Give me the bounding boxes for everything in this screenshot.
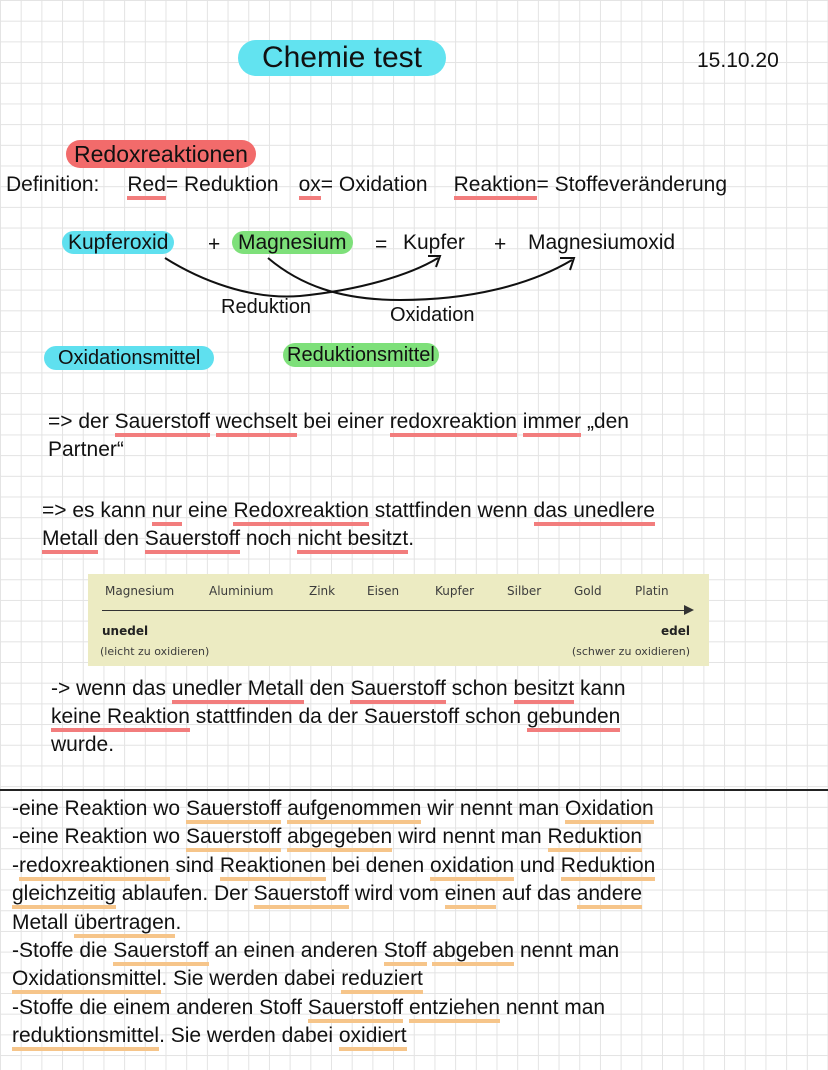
metal-eisen: Eisen	[367, 584, 400, 598]
oxidation-label: Oxidation	[390, 304, 475, 326]
paragraph-oxygen-partner	[48, 408, 629, 464]
unedel-sub: (leicht zu oxidieren)	[100, 645, 210, 658]
edel-label: edel	[661, 624, 690, 638]
definition-label: Definition:	[6, 173, 100, 196]
section-title: Redoxreaktionen	[66, 140, 256, 168]
reducer-badge	[283, 342, 439, 368]
metal-kupfer: Kupfer	[435, 584, 475, 598]
reaktion-meaning: = Stoffeveränderung	[536, 173, 728, 196]
edel-sub: (schwer zu oxidieren)	[571, 645, 690, 658]
equals-sign: =	[375, 233, 388, 256]
note-line-6: -Stoffe die Sauerstoff an einen anderen Stoff abgeben nennt man	[12, 937, 655, 965]
reduction-arrow	[165, 258, 438, 297]
note-line-8: -Stoffe die einem anderen Stoff Sauerstoff entziehen nennt man	[12, 994, 655, 1022]
note-line-2: -eine Reaktion wo Sauerstoff abgegeben wird nennt man Reduktion	[12, 823, 655, 851]
plus-sign-1: +	[208, 233, 221, 256]
ox-abbrev: ox	[299, 173, 321, 200]
date-text: 15.10.20	[697, 49, 779, 72]
page-title: Chemie test	[238, 40, 446, 76]
note-line-1: -eine Reaktion wo Sauerstoff aufgenommen wir nennt man Oxidation	[12, 795, 655, 823]
para1-line1: => der Sauerstoff wechselt bei einer redoxreaktion immer „den	[48, 408, 629, 436]
plus-sign-2: +	[494, 233, 507, 256]
paragraph-no-reaction	[51, 675, 626, 759]
metal-gold: Gold	[574, 584, 602, 598]
oxidizer-badge	[44, 345, 214, 371]
series-arrow-line	[102, 610, 688, 611]
oxidizer-text: Oxidationsmittel	[44, 346, 214, 370]
note-line-7: Oxidationsmittel. Sie werden dabei reduziert	[12, 965, 655, 993]
note-line-5: Metall übertragen.	[12, 909, 655, 937]
para1-line2: Partner“	[48, 438, 124, 461]
product-magnesiumoxid: Magnesiumoxid	[528, 231, 676, 254]
para2-line2: Metall den Sauerstoff noch nicht besitzt.	[42, 525, 655, 553]
metal-silber: Silber	[507, 584, 542, 598]
product-kupfer: Kupfer	[403, 231, 465, 254]
unedel-label: unedel	[102, 624, 149, 638]
metal-platin: Platin	[635, 584, 669, 598]
note-line-3: -redoxreaktionen sind Reaktionen bei denen oxidation und Reduktion	[12, 852, 655, 880]
red-meaning: = Reduktion	[165, 173, 279, 196]
note-line-4: gleichzeitig ablaufen. Der Sauerstoff wird vom einen auf das andere	[12, 880, 655, 908]
para3-line1: -> wenn das unedler Metall den Sauerstoff schon besitzt kann	[51, 675, 626, 703]
para3-line3: wurde.	[51, 733, 115, 756]
reaction-arrows	[0, 0, 828, 340]
note-line-9: reduktionsmittel. Sie werden dabei oxidiert	[12, 1022, 655, 1050]
metal-aluminium: Aluminium	[209, 584, 274, 598]
paragraph-redox-condition	[42, 497, 655, 553]
magnesium-text: Magnesium	[232, 231, 353, 254]
series-arrowhead	[684, 605, 694, 615]
summary-notes	[12, 795, 655, 1051]
ox-meaning: = Oxidation	[320, 173, 428, 196]
para3-line2: keine Reaktion stattfinden da der Sauerstoff schon gebunden	[51, 703, 626, 731]
reactivity-series	[88, 574, 709, 666]
red-abbrev: Red	[127, 173, 166, 200]
reaktion-term: Reaktion	[454, 173, 537, 200]
kupferoxid-text: Kupferoxid	[62, 231, 174, 254]
para2-line1: => es kann nur eine Redoxreaktion stattfinden wenn das unedlere	[42, 497, 655, 525]
reducer-text: Reduktionsmittel	[283, 343, 439, 367]
metal-magnesium: Magnesium	[105, 584, 175, 598]
metal-zink: Zink	[309, 584, 336, 598]
divider-line	[0, 789, 828, 791]
reduction-label: Reduktion	[221, 296, 312, 318]
